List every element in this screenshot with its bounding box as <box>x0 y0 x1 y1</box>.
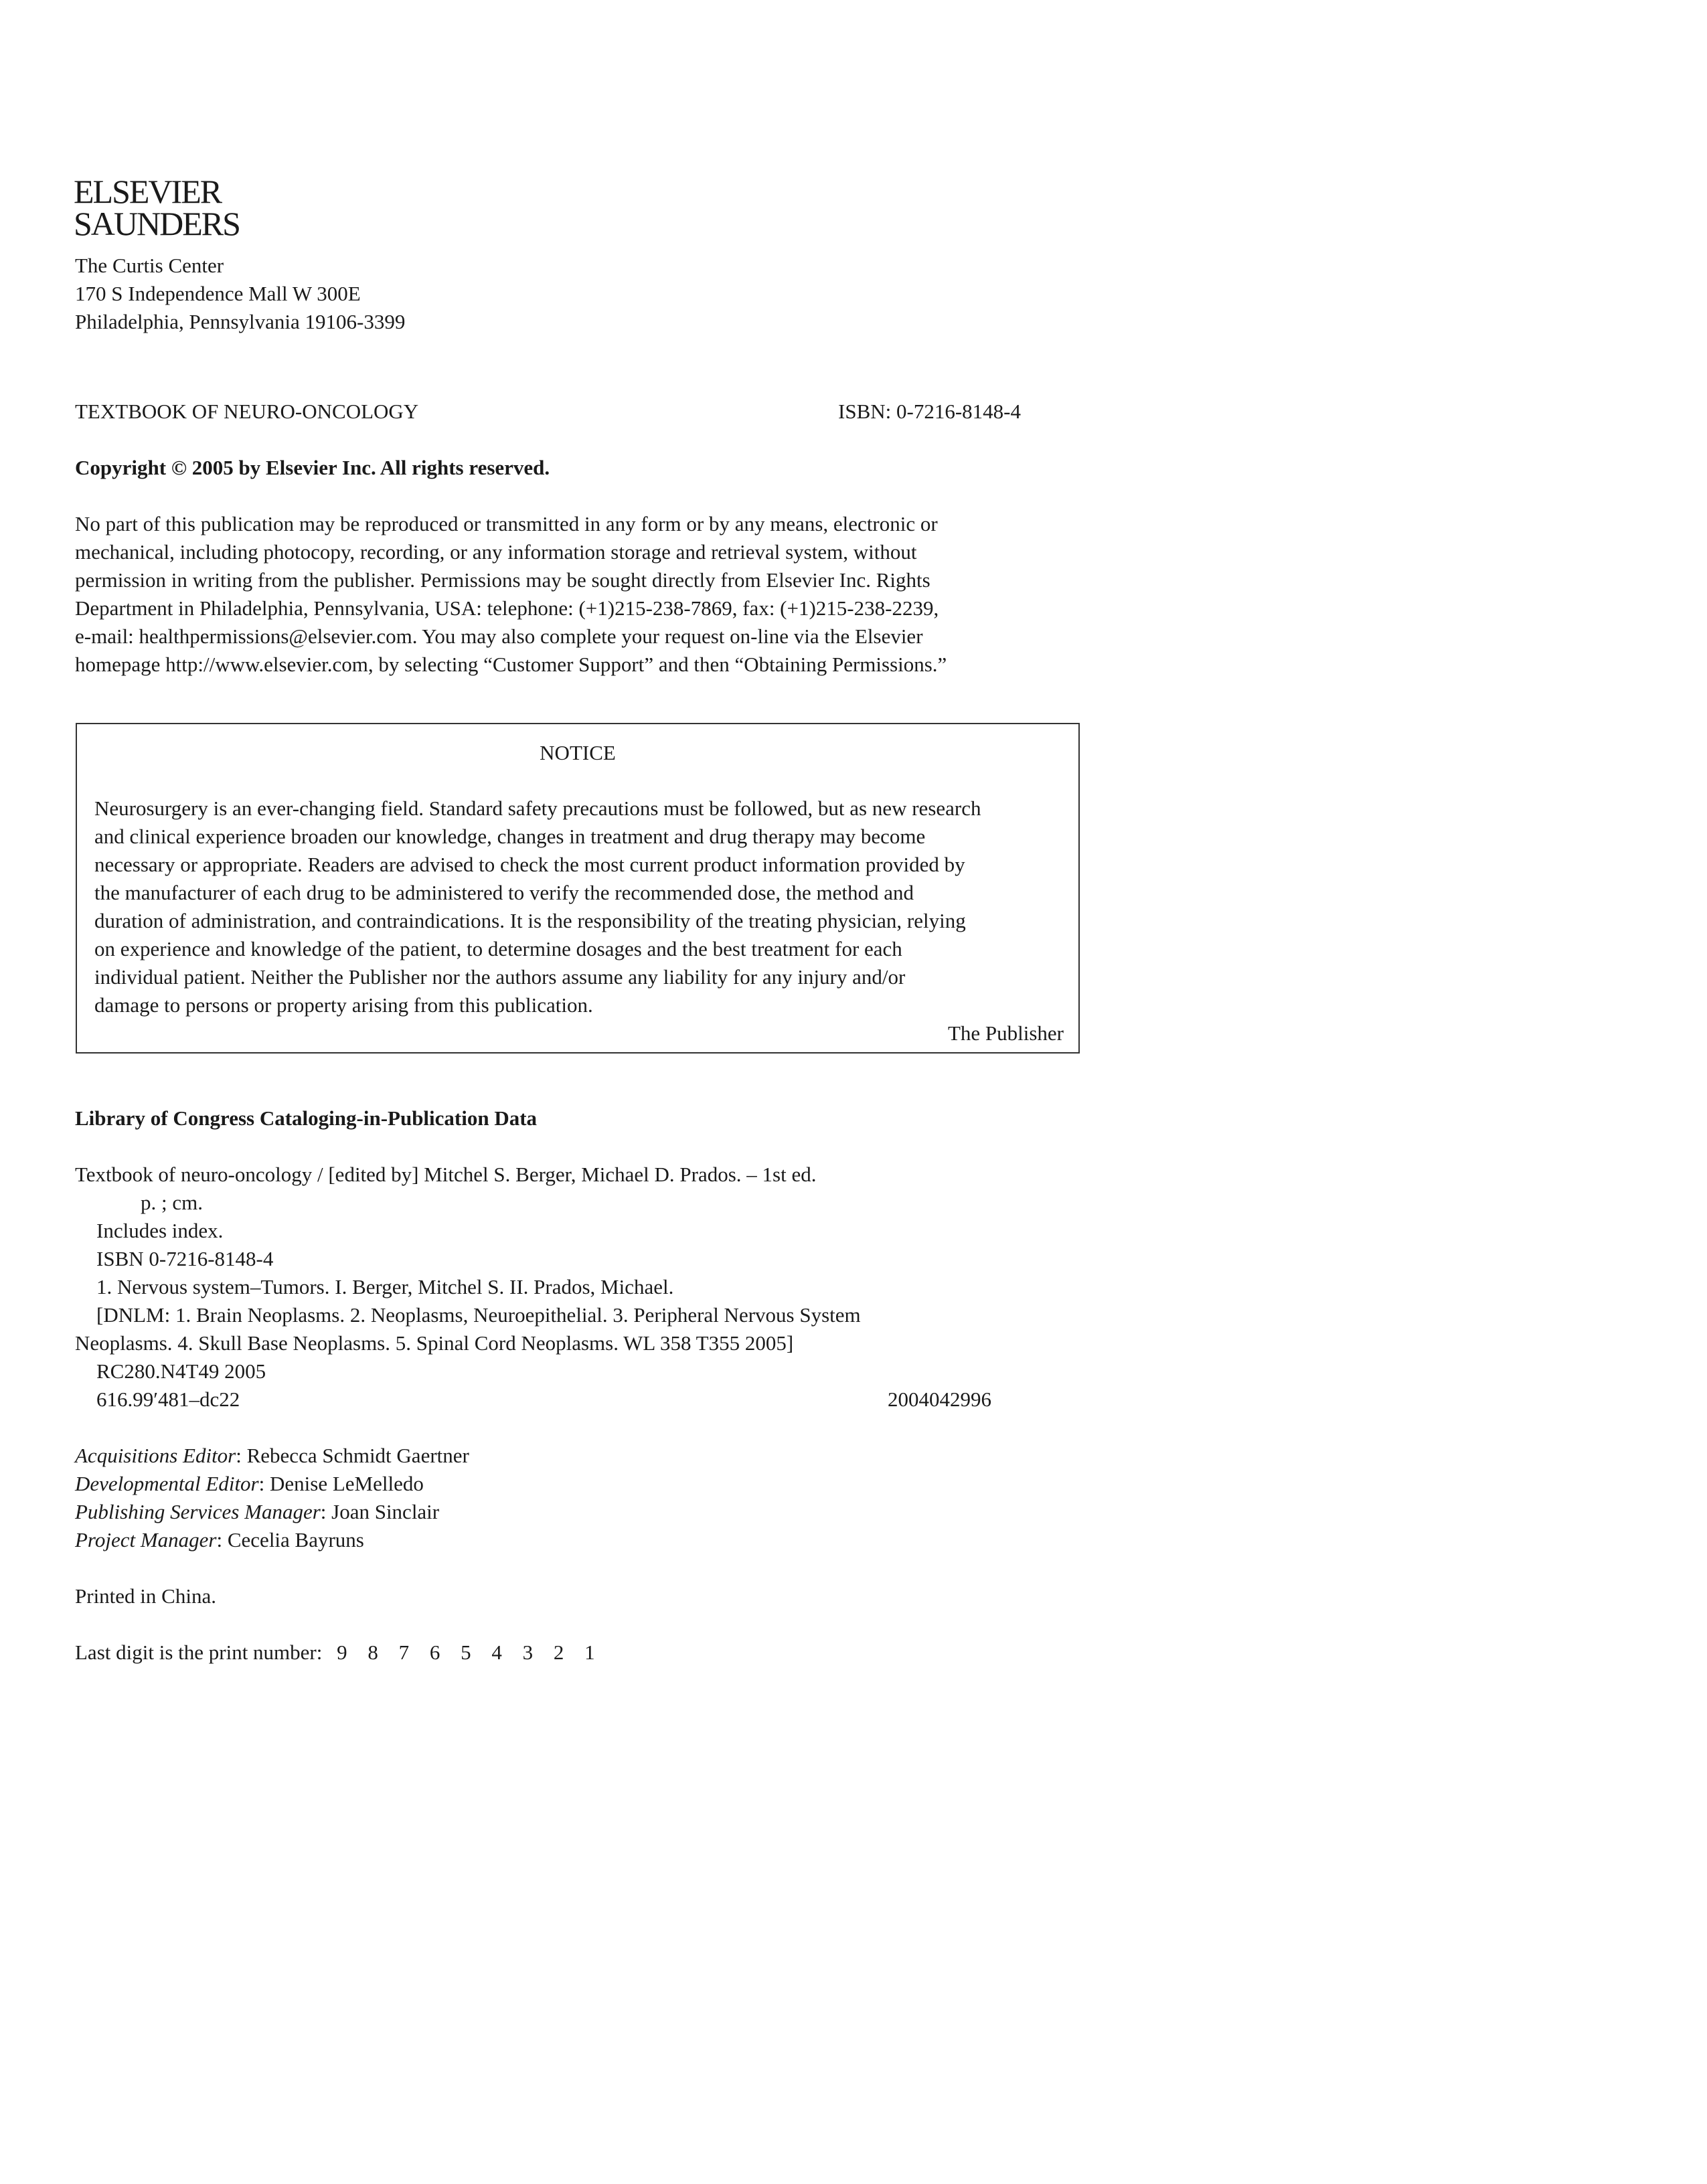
notice-title: NOTICE <box>540 741 616 764</box>
credit-name: : Joan Sinclair <box>320 1500 440 1523</box>
notice-line: duration of administration, and contraindications. It is the responsibility of the treating physician, relying <box>94 909 966 932</box>
permissions-line: permission in writing from the publisher. Permissions may be sought directly from Elsevier Inc. Rights <box>75 568 930 592</box>
cip-index: Includes index. <box>96 1219 224 1242</box>
print-digit: 9 <box>337 1641 347 1664</box>
credit-role: Developmental Editor <box>75 1472 259 1495</box>
permissions-paragraph <box>75 510 1079 679</box>
credit-acquisitions-editor <box>75 1442 1079 1470</box>
publisher-logo <box>74 175 240 240</box>
cip-dewey: 616.99′481–dc22 <box>96 1388 240 1411</box>
print-digit: 5 <box>461 1641 471 1664</box>
cip-lc-call-number: RC280.N4T49 2005 <box>96 1359 266 1383</box>
credit-project-manager <box>75 1526 1079 1554</box>
notice-line: on experience and knowledge of the patient, to determine dosages and the best treatment for each <box>94 937 902 960</box>
permissions-line: No part of this publication may be reproduced or transmitted in any form or by any means, electronic or <box>75 512 938 535</box>
credit-role: Project Manager <box>75 1528 217 1551</box>
print-digit: 4 <box>491 1641 502 1664</box>
permissions-line: Department in Philadelphia, Pennsylvania, USA: telephone: (+1)215-238-7869, fax: (+1)215-238-2239, <box>75 596 939 620</box>
credit-role: Publishing Services Manager <box>75 1500 321 1523</box>
address-line-1: The Curtis Center <box>75 254 224 277</box>
editorial-credits <box>75 1442 1079 1554</box>
logo-line-elsevier: ELSEVIER <box>74 173 222 210</box>
notice-signature: The Publisher <box>947 1021 1064 1045</box>
cip-physical: p. ; cm. <box>141 1191 203 1214</box>
permissions-line: mechanical, including photocopy, recording, or any information storage and retrieval system, without <box>75 540 917 564</box>
cip-lccn: 2004042996 <box>888 1388 991 1411</box>
print-number-label: Last digit is the print number: <box>75 1641 323 1664</box>
credit-name: : Denise LeMelledo <box>258 1472 424 1495</box>
credit-role: Acquisitions Editor <box>75 1444 236 1467</box>
notice-box <box>76 723 1080 1054</box>
credit-name: : Cecelia Bayruns <box>216 1528 364 1551</box>
permissions-line: homepage http://www.elsevier.com, by selecting “Customer Support” and then “Obtaining Permissions.” <box>75 653 947 676</box>
notice-line: and clinical experience broaden our knowledge, changes in treatment and drug therapy may become <box>94 825 926 848</box>
address-line-2: 170 S Independence Mall W 300E <box>75 282 361 305</box>
cip-heading: Library of Congress Cataloging-in-Publication Data <box>75 1106 538 1130</box>
printed-in: Printed in China. <box>75 1584 216 1608</box>
address-line-3: Philadelphia, Pennsylvania 19106-3399 <box>75 310 406 333</box>
print-number-line <box>75 1639 611 1667</box>
cip-isbn: ISBN 0-7216-8148-4 <box>96 1247 274 1270</box>
print-digit: 7 <box>398 1641 410 1664</box>
permissions-line: e-mail: healthpermissions@elsevier.com. You may also complete your request on-line via the Elsevier <box>75 624 923 648</box>
cip-entry: Textbook of neuro-oncology / [edited by] Mitchel S. Berger, Michael D. Prados. – 1st ed. <box>75 1163 817 1186</box>
notice-line: the manufacturer of each drug to be administered to verify the recommended dose, the method and <box>94 881 914 904</box>
notice-body <box>94 794 981 1019</box>
notice-line: necessary or appropriate. Readers are advised to check the most current product information provided by <box>94 853 965 876</box>
logo-line-saunders: SAUNDERS <box>74 205 240 242</box>
notice-line: damage to persons or property arising from this publication. <box>94 993 593 1017</box>
copyright-statement: Copyright © 2005 by Elsevier Inc. All rights reserved. <box>75 456 550 479</box>
notice-line: Neurosurgery is an ever-changing field. Standard safety precautions must be followed, but as new research <box>94 796 981 820</box>
notice-line: individual patient. Neither the Publisher nor the authors assume any liability for any injury and/or <box>94 965 906 989</box>
book-isbn: ISBN: 0-7216-8148-4 <box>838 400 1021 423</box>
print-digit: 3 <box>522 1641 534 1664</box>
cip-dnlm-line-1: [DNLM: 1. Brain Neoplasms. 2. Neoplasms, Neuroepithelial. 3. Peripheral Nervous System <box>96 1303 861 1327</box>
credit-publishing-services-manager <box>75 1498 1079 1526</box>
credit-name: : Rebecca Schmidt Gaertner <box>236 1444 469 1467</box>
print-digit: 8 <box>368 1641 378 1664</box>
book-title: TEXTBOOK OF NEURO-ONCOLOGY <box>75 400 419 423</box>
credit-developmental-editor <box>75 1470 1079 1498</box>
print-digit: 1 <box>584 1641 595 1664</box>
print-digit: 2 <box>553 1641 564 1664</box>
print-digit: 6 <box>429 1641 440 1664</box>
cip-dnlm-line-2: Neoplasms. 4. Skull Base Neoplasms. 5. Spinal Cord Neoplasms. WL 358 T355 2005] <box>75 1331 794 1355</box>
cip-subjects: 1. Nervous system–Tumors. I. Berger, Mitchel S. II. Prados, Michael. <box>96 1275 674 1298</box>
